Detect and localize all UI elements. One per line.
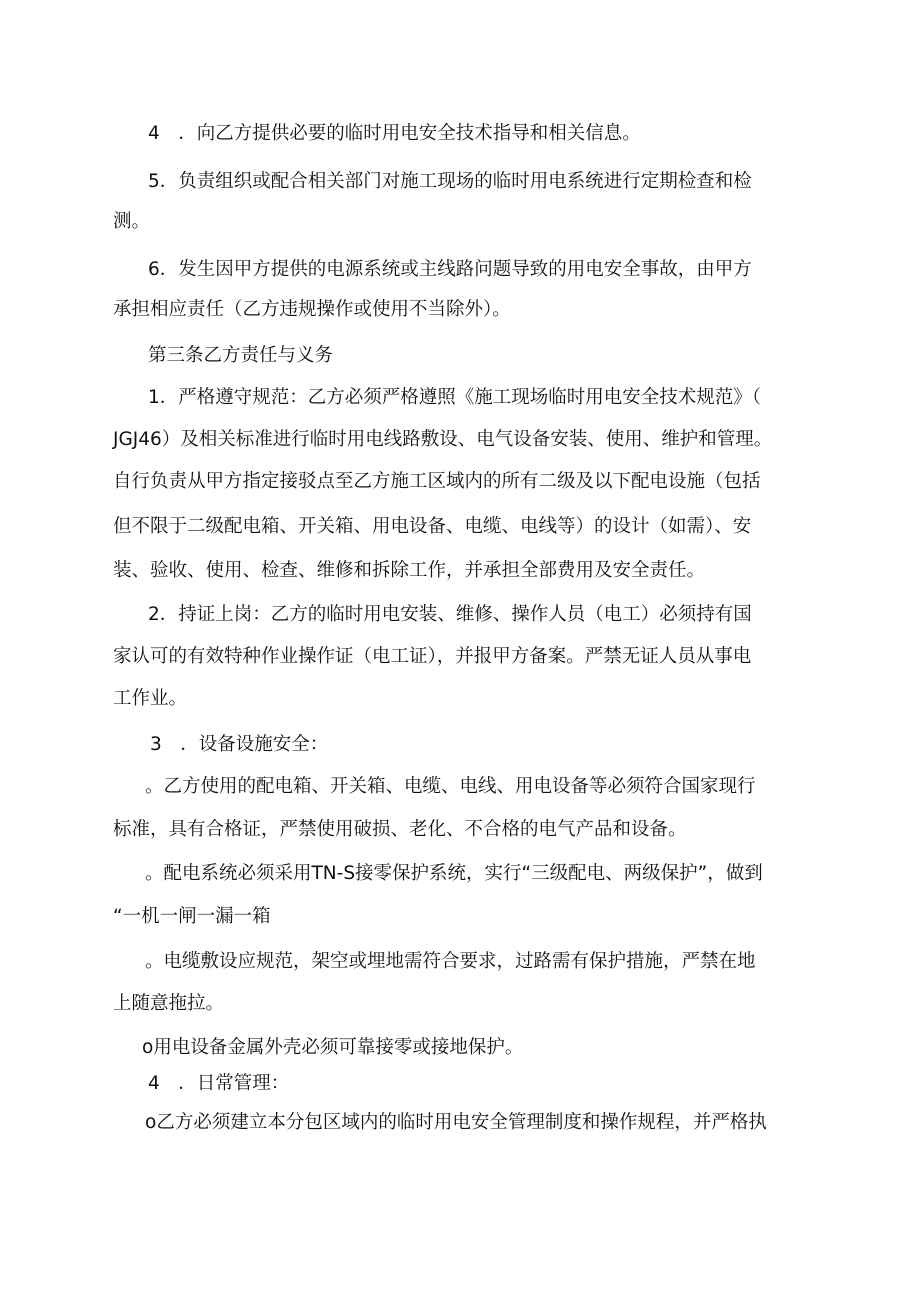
text-line: 。电缆敷设应规范，架空或埋地需符合要求，过路需有保护措施，严禁在地 <box>145 951 756 972</box>
text-line: 5．负责组织或配合相关部门对施工现场的临时用电系统进行定期检查和检 <box>148 171 752 192</box>
text-line: 标准，具有合格证，严禁使用破损、老化、不合格的电气产品和设备。 <box>113 819 687 840</box>
text-line: o乙方必须建立本分包区域内的临时用电安全管理制度和操作规程，并严格执 <box>145 1112 767 1133</box>
text-line: o用电设备金属外壳必须可靠接零或接地保护。 <box>142 1037 524 1058</box>
text-line: 。乙方使用的配电箱、开关箱、电缆、电线、用电设备等必须符合国家现行 <box>145 776 756 797</box>
text-line: 装、验收、使用、检查、维修和拆除工作，并承担全部费用及安全责任。 <box>113 560 706 581</box>
text-line: 6．发生因甲方提供的电源系统或主线路问题导致的用电安全事故，由甲方 <box>148 259 752 280</box>
text-line: 家认可的有效特种作业操作证（电工证），并报甲方备案。严禁无证人员从事电 <box>113 646 752 667</box>
text-line: 2．持证上岗：乙方的临时用电安装、维修、操作人员（电工）必须持有国 <box>148 604 752 625</box>
text-line: 4 ．向乙方提供必要的临时用电安全技术指导和相关信息。 <box>148 123 641 144</box>
text-line: 承担相应责任（乙方违规操作或使用不当除外）。 <box>113 299 511 320</box>
text-line: 自行负责从甲方指定接驳点至乙方施工区域内的所有二级及以下配电设施（包括 <box>113 471 761 492</box>
text-line: JGJ46）及相关标准进行临时用电线路敷设、电气设备安装、使用、维护和管理。 <box>113 429 773 450</box>
text-line: 。配电系统必须采用TN-S接零保护系统，实行“三级配电、两级保护”，做到 <box>145 863 763 884</box>
text-line: 但不限于二级配电箱、开关箱、用电设备、电缆、电线等）的设计（如需）、安 <box>113 516 752 537</box>
text-line: 3 ．设备设施安全： <box>150 734 329 755</box>
text-line: 上随意拖拉。 <box>113 993 225 1014</box>
section-heading: 第三条乙方责任与义务 <box>148 345 334 366</box>
text-line: 1．严格遵守规范：乙方必须严格遵照《施工现场临时用电安全技术规范》（ <box>148 387 762 408</box>
text-line: “一机一闸一漏一箱 <box>113 906 271 927</box>
text-line: 工作业。 <box>113 688 188 709</box>
text-line: 4 ．日常管理： <box>148 1073 290 1094</box>
text-line: 测。 <box>113 211 151 232</box>
